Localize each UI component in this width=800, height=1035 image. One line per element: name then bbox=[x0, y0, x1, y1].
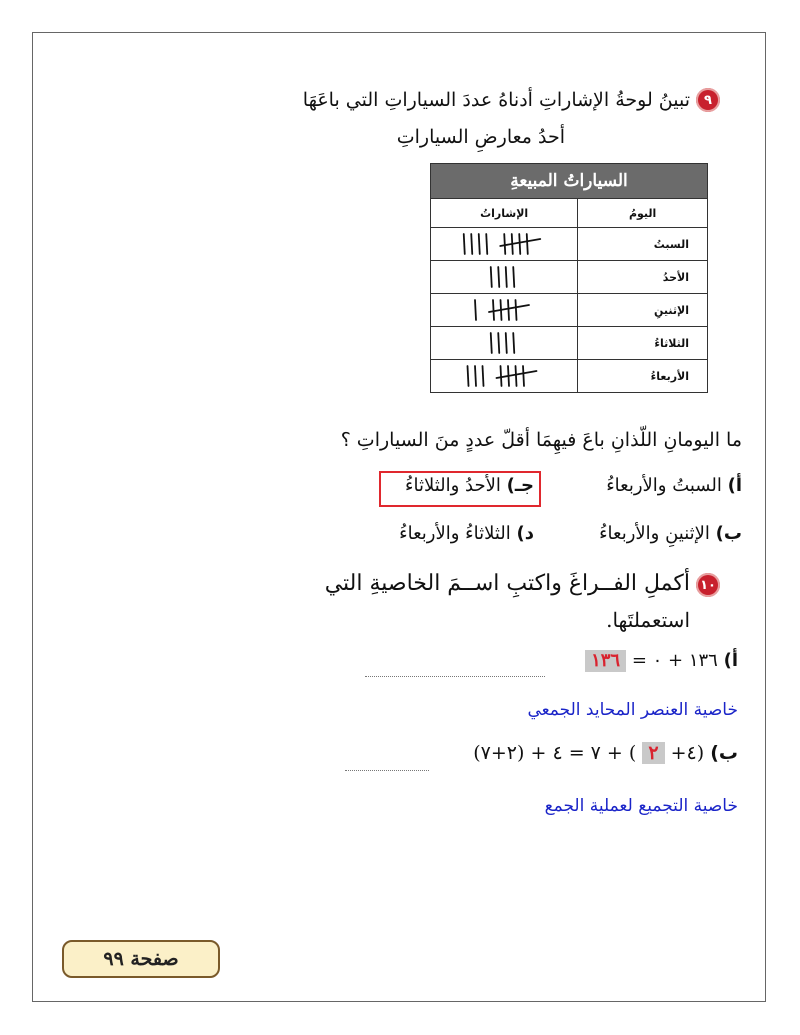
option-d bbox=[399, 523, 534, 544]
column-header-day: اليومُ bbox=[578, 199, 708, 228]
day-cell: الأحدُ bbox=[578, 261, 708, 294]
option-a bbox=[606, 475, 742, 496]
table-row bbox=[431, 327, 708, 360]
part-a-expression: ١٣٦ + ٠ = bbox=[631, 650, 718, 671]
day-cell: الإثنينِ bbox=[578, 294, 708, 327]
option-a-text: السبتُ والأربعاءُ bbox=[606, 475, 722, 496]
table-row bbox=[431, 261, 708, 294]
option-a-letter: أ) bbox=[727, 475, 742, 496]
tally-table bbox=[430, 163, 708, 393]
part-b-blank-line bbox=[345, 770, 429, 771]
question-9-line-2: أحدُ معارضِ السياراتِ bbox=[396, 126, 565, 148]
part-a-property-answer: خاصية العنصر المحايد الجمعي bbox=[527, 700, 738, 720]
option-d-letter: د) bbox=[516, 523, 534, 544]
option-c-text: الأحدُ والثلاثاءُ bbox=[405, 475, 501, 496]
part-b-answer-box[interactable]: ٢ bbox=[642, 742, 664, 764]
part-b-label: ب) bbox=[710, 742, 738, 764]
question-10-number: ١٠ bbox=[696, 573, 720, 597]
option-b-letter: ب) bbox=[715, 523, 742, 544]
question-10-line-2: استعملتَها. bbox=[606, 608, 690, 632]
tally-marks-icon bbox=[434, 230, 574, 258]
selected-answer-highlight bbox=[379, 471, 541, 507]
page-number-label: صفحة ٩٩ bbox=[103, 948, 179, 970]
part-b-open: (٤+ bbox=[670, 742, 705, 764]
part-b-rest: ) + ٧ = ٤ + (٢+٧) bbox=[473, 742, 637, 764]
option-b-text: الإثنينِ والأربعاءُ bbox=[599, 523, 710, 544]
option-d-text: الثلاثاءُ والأربعاءُ bbox=[399, 523, 511, 544]
table-row bbox=[431, 294, 708, 327]
part-b-equation bbox=[473, 742, 738, 764]
part-a-answer-box[interactable]: ١٣٦ bbox=[585, 650, 626, 672]
option-c-letter: جـ) bbox=[506, 475, 534, 496]
tally-marks-icon bbox=[434, 296, 574, 324]
question-9-line-1: تبينُ لوحةُ الإشاراتِ أدناهُ عددَ السياراتِ التي باعَهَا bbox=[302, 89, 690, 111]
table-row bbox=[431, 228, 708, 261]
question-10-line-1: أكملِ الفــراغَ واكتبِ اســمَ الخاصيةِ التي bbox=[324, 571, 690, 596]
page-number-badge bbox=[62, 940, 220, 978]
day-cell: الأربعاءُ bbox=[578, 360, 708, 393]
day-cell: السبتُ bbox=[578, 228, 708, 261]
part-a-blank-line bbox=[365, 676, 545, 677]
column-header-tally: الإشاراتُ bbox=[431, 199, 578, 228]
day-cell: الثلاثاءُ bbox=[578, 327, 708, 360]
table-title: السياراتُ المبيعةِ bbox=[431, 164, 708, 199]
table-row bbox=[431, 360, 708, 393]
tally-marks-icon bbox=[434, 329, 574, 357]
part-a-equation bbox=[585, 650, 738, 672]
part-b-property-answer: خاصية التجميع لعملية الجمع bbox=[544, 796, 738, 816]
tally-marks-icon bbox=[434, 263, 574, 291]
option-b bbox=[599, 523, 742, 544]
question-9-prompt: ما اليومانِ اللّذانِ باعَ فيهِمَا أقلّ عددٍ منَ السياراتِ ؟ bbox=[340, 429, 742, 451]
part-a-label: أ) bbox=[723, 650, 738, 671]
tally-marks-icon bbox=[434, 362, 574, 390]
question-9-number: ٩ bbox=[696, 88, 720, 112]
